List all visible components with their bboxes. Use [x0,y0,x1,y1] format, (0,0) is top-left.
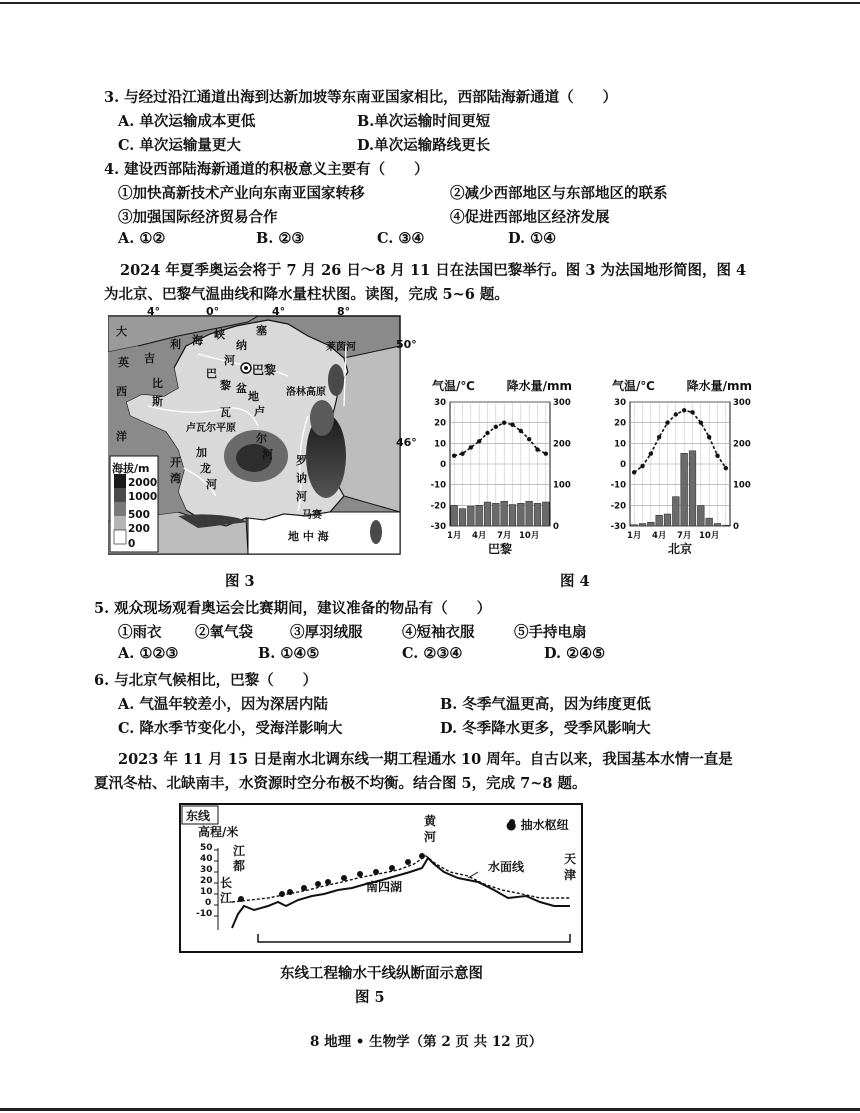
paris-precip-tick: 0 [553,522,559,532]
paris-precip-bar-8 [509,505,516,526]
label-med-sea: 地 中 海 [288,530,329,543]
beijing-precip-bar-2 [639,524,646,526]
profile-ytick-0: 0 [205,898,212,908]
paris-city-title: 巴黎 [487,542,513,556]
label-huanghe-2: 河 [424,830,437,844]
profile-ytick-10: 10 [200,887,213,897]
paris-temp-tick: -10 [430,480,446,491]
question-6-stem: 6. 与北京气候相比，巴黎（ ） [94,672,318,689]
lon-label-e8: 8° [337,305,351,318]
label-basin-2: 黎 [220,379,231,392]
label-basin-1: 巴 [206,367,217,380]
legend-value-0: 0 [128,538,136,550]
paris-month-label: 4月 [471,531,487,541]
beijing-precip-bar-11 [714,524,721,526]
paris-precip-bar-4 [476,505,483,526]
paris-temp-point-11 [535,447,539,451]
question-5-stem: 5. 观众现场观看奥运会比赛期间，建议准备的物品有（ ） [94,600,492,617]
label-huanghe-1: 黄 [424,814,437,828]
label-garonne-3: 河 [206,478,217,491]
beijing-precip-bar-1 [631,525,638,526]
label-seine-3: 河 [224,354,235,367]
label-paris: 巴黎 [252,363,277,377]
question-5-statement-5: ⑤手持电扇 [514,624,587,641]
question-5-statement-1: ①雨衣 [118,624,162,641]
figure-5-subtitle: 东线工程输水干线纵断面示意图 [280,965,483,982]
paris-month-label: 1月 [446,531,462,541]
paris-precip-bar-10 [526,501,533,526]
page-footer: 8 地理 • 生物学（第 2 页 共 12 页） [310,1034,543,1050]
label-atlantic-1: 大 [116,325,127,338]
question-4-statement-4: ④促进西部地区经济发展 [450,209,610,226]
lon-label-e4: 4° [272,305,286,318]
legend-value-200: 200 [128,523,150,535]
question-4-option-d: D. ①④ [508,230,557,247]
beijing-precip-bar-7 [681,453,688,526]
legend-title: 海拔/m [112,462,150,475]
paris-precip-bar-12 [542,502,549,526]
beijing-month-label: 7月 [676,531,692,541]
beijing-temp-tick: -30 [610,522,626,532]
question-5-option-d: D. ②④⑤ [544,645,606,662]
beijing-temp-point-1 [632,470,636,474]
profile-ylabel: 高程/米 [198,825,239,839]
question-5-statement-2: ②氧气袋 [195,624,253,641]
paris-temp-point-7 [502,420,506,424]
label-basin-4: 地 [248,390,259,403]
question-5-option-b: B. ①④⑤ [258,645,320,662]
label-atlantic-3: 洋 [116,430,127,443]
label-tianjin-2: 津 [564,868,577,882]
scan-bottom-border [0,1108,860,1111]
label-channel-1: 英 [118,356,129,369]
beijing-temp-tick: 20 [614,418,626,429]
label-jiangdu-1: 江 [233,844,246,858]
legend-value-2000: 2000 [128,477,158,489]
question-3-option-a: A. 单次运输成本更低 [118,113,256,130]
paris-precip-tick: 200 [553,439,571,450]
label-changjiang-1: 长 [220,876,233,890]
paris-temp-tick: -30 [430,522,446,532]
paris-temp-point-9 [519,429,523,433]
beijing-precip-tick: 100 [733,480,751,491]
beijing-temp-point-12 [724,466,728,470]
label-water-line: 水面线 [488,860,525,874]
beijing-precip-bar-9 [697,506,704,526]
beijing-month-label: 4月 [651,531,667,541]
france-terrain-map [108,306,402,556]
paris-precip-tick: 100 [553,480,571,491]
paris-temp-point-6 [494,425,498,429]
question-3-option-b: B.单次运输时间更短 [357,113,491,130]
paris-precip-bar-11 [534,503,541,526]
paris-month-label: 7月 [496,531,512,541]
beijing-precip-bar-6 [672,497,679,526]
beijing-temp-point-10 [707,435,711,439]
label-lorraine: 洛林高原 [286,387,326,398]
beijing-temp-point-4 [657,435,661,439]
beijing-temp-point-2 [640,464,644,468]
figure-3-caption: 图 3 [225,573,255,590]
paris-precip-bar-1 [451,505,458,526]
beijing-temp-point-6 [674,412,678,416]
intro-5-6-line2: 为北京、巴黎气温曲线和降水量柱状图。读图，完成 5~6 题。 [104,286,509,303]
profile-ytick-minus10: -10 [196,909,213,919]
label-channel-4: 海 [192,334,203,347]
beijing-precip-tick: 200 [733,439,751,450]
legend-value-500: 500 [128,509,150,521]
label-channel-5: 峡 [214,328,225,341]
label-jiangdu-2: 都 [233,859,246,873]
beijing-precip-tick: 300 [733,398,751,408]
beijing-city-title: 北京 [667,542,693,556]
legend-swatch-200 [114,516,126,530]
beijing-precip-bar-3 [647,522,654,526]
beijing-temp-tick: 0 [620,460,626,470]
paris-temp-tick: 0 [440,460,446,470]
paris-temp-tick: 10 [434,439,446,450]
paris-temp-tick: -20 [430,501,446,512]
label-bay-2: 斯 [152,395,163,408]
label-bay-4: 湾 [170,472,181,485]
question-6-option-d: D. 冬季降水更多，受季风影响大 [440,720,651,737]
label-loire-plain: 卢瓦尔平原 [186,423,236,434]
beijing-temp-tick: -20 [610,501,626,512]
lat-label-50: 50° [396,338,417,351]
lon-label-w4: 4° [147,305,161,318]
label-rhone-2: 讷 [296,472,307,485]
scan-top-border [0,2,860,4]
jura [310,400,334,436]
beijing-precip-bar-4 [656,515,663,526]
question-6-option-a: A. 气温年较差小，因为深居内陆 [118,696,328,713]
beijing-precip-bar-5 [664,514,671,526]
question-5-option-a: A. ①②③ [118,645,179,662]
question-4-option-b: B. ②③ [256,230,305,247]
paris-temp-tick: 20 [434,418,446,429]
label-rhone-3: 河 [296,490,307,503]
climate-charts [408,374,766,564]
legend-swatch-500 [114,502,126,516]
label-loire-1: 卢 [254,405,265,418]
paris-month-label: 10月 [518,531,540,541]
paris-precip-bar-5 [484,502,491,526]
figure-5-caption: 图 5 [355,989,385,1006]
question-5-statement-4: ④短袖衣服 [402,624,475,641]
question-3-option-d: D.单次运输路线更长 [357,137,491,154]
label-atlantic-2: 西 [116,385,127,398]
label-seine-2: 纳 [236,339,247,352]
question-4-stem: 4. 建设西部陆海新通道的积极意义主要有（ ） [104,161,429,178]
label-garonne-1: 加 [196,446,207,459]
beijing-temp-point-7 [682,408,686,412]
legend-swatch-2000 [114,474,126,488]
beijing-temp-point-5 [665,420,669,424]
paris-temp-point-2 [460,451,464,455]
label-basin-3: 盆 [236,382,247,395]
label-nansihu: 南四湖 [366,880,403,894]
profile-ytick-20: 20 [200,876,213,886]
label-loire-4: 河 [262,448,273,461]
vosges [328,364,344,396]
question-5-option-c: C. ②③④ [402,645,463,662]
beijing-temp-point-3 [649,451,653,455]
profile-title: 东线 [186,809,211,823]
paris-precip-bar-2 [459,509,466,526]
lon-label-0: 0° [206,305,220,318]
question-4-statement-1: ①加快高新技术产业向东南亚国家转移 [118,185,365,202]
paris-precip-bar-6 [492,503,499,526]
lat-label-46: 46° [396,436,417,449]
paris-precip-bar-9 [517,503,524,526]
legend-value-1000: 1000 [128,491,158,503]
paris-temp-point-3 [469,445,473,449]
beijing-precip-bar-8 [689,451,696,526]
label-bay-1: 比 [152,377,163,390]
beijing-temp-tick: -10 [610,480,626,491]
label-seine-1: 塞 [256,324,267,337]
question-6-option-c: C. 降水季节变化小，受海洋影响大 [118,720,343,737]
paris-temp-point-12 [544,451,548,455]
beijing-month-label: 1月 [626,531,642,541]
label-marseille: 马赛 [302,510,322,521]
label-tianjin-1: 天 [564,852,577,866]
beijing-temp-point-8 [690,410,694,414]
question-4-option-c: C. ③④ [377,230,425,247]
paris-precip-bar-7 [501,501,508,526]
label-channel-2: 吉 [144,352,155,365]
pump-station-legend: ● 抽水枢纽 [506,818,569,832]
question-4-option-a: A. ①② [118,230,166,247]
paris-precip-axis-label: 降水量/mm [506,379,572,393]
question-5-statement-3: ③厚羽绒服 [290,624,363,641]
label-garonne-2: 龙 [200,462,211,475]
beijing-temp-tick: 10 [614,439,626,450]
paris-temp-point-10 [527,437,531,441]
paris-temp-point-1 [452,454,456,458]
intro-5-6-line1: 2024 年夏季奥运会将于 7 月 26 日～8 月 11 日在法国巴黎举行。图 3 为法国地形简图，图 4 [120,262,747,279]
question-3-stem: 3. 与经过沿江通道出海到达新加坡等东南亚国家相比，西部陆海新通道（ ） [104,89,618,106]
paris-temp-point-5 [485,431,489,435]
beijing-precip-bar-12 [722,525,729,526]
beijing-precip-bar-10 [706,518,713,526]
paris-marker-dot [244,366,248,370]
question-4-statement-2: ②减少西部地区与东部地区的联系 [450,185,668,202]
intro-7-8-line2: 夏汛冬枯、北缺南丰，水资源时空分布极不均衡。结合图 5，完成 7~8 题。 [94,775,587,792]
paris-temp-point-8 [510,423,514,427]
profile-ytick-30: 30 [200,865,213,875]
intro-7-8-line1: 2023 年 11 月 15 日是南水北调东线一期工程通水 10 周年。自古以来，我国基本水情一直是 [118,751,733,768]
label-rhone-1: 罗 [296,454,307,467]
profile-ytick-50: 50 [200,843,213,853]
paris-temp-axis-label: 气温/℃ [432,379,475,393]
label-bay-3: 开 [170,456,181,469]
paris-precip-tick: 300 [553,398,571,408]
figure-4-caption: 图 4 [560,573,590,590]
label-changjiang-2: 江 [220,891,233,905]
beijing-month-label: 10月 [698,531,720,541]
beijing-temp-axis-label: 气温/℃ [612,379,655,393]
question-3-option-c: C. 单次运输量更大 [118,137,241,154]
label-loire-3: 尔 [256,432,267,445]
label-rhine: 莱茵河 [326,342,356,353]
beijing-precip-axis-label: 降水量/mm [686,379,752,393]
legend-swatch-0 [114,530,126,544]
question-4-statement-3: ③加强国际经济贸易合作 [118,209,278,226]
label-loire-2: 瓦 [220,406,231,419]
paris-temp-tick: 30 [434,398,446,408]
beijing-temp-tick: 30 [614,398,626,408]
paris-precip-bar-3 [467,506,474,526]
corsica [370,520,382,544]
label-channel-3: 利 [170,338,181,351]
profile-ytick-40: 40 [200,854,213,864]
paris-temp-point-4 [477,439,481,443]
beijing-temp-point-11 [715,454,719,458]
beijing-temp-point-9 [699,420,703,424]
legend-swatch-1000 [114,488,126,502]
beijing-precip-tick: 0 [733,522,739,532]
question-6-option-b: B. 冬季气温更高，因为纬度更低 [440,696,651,713]
